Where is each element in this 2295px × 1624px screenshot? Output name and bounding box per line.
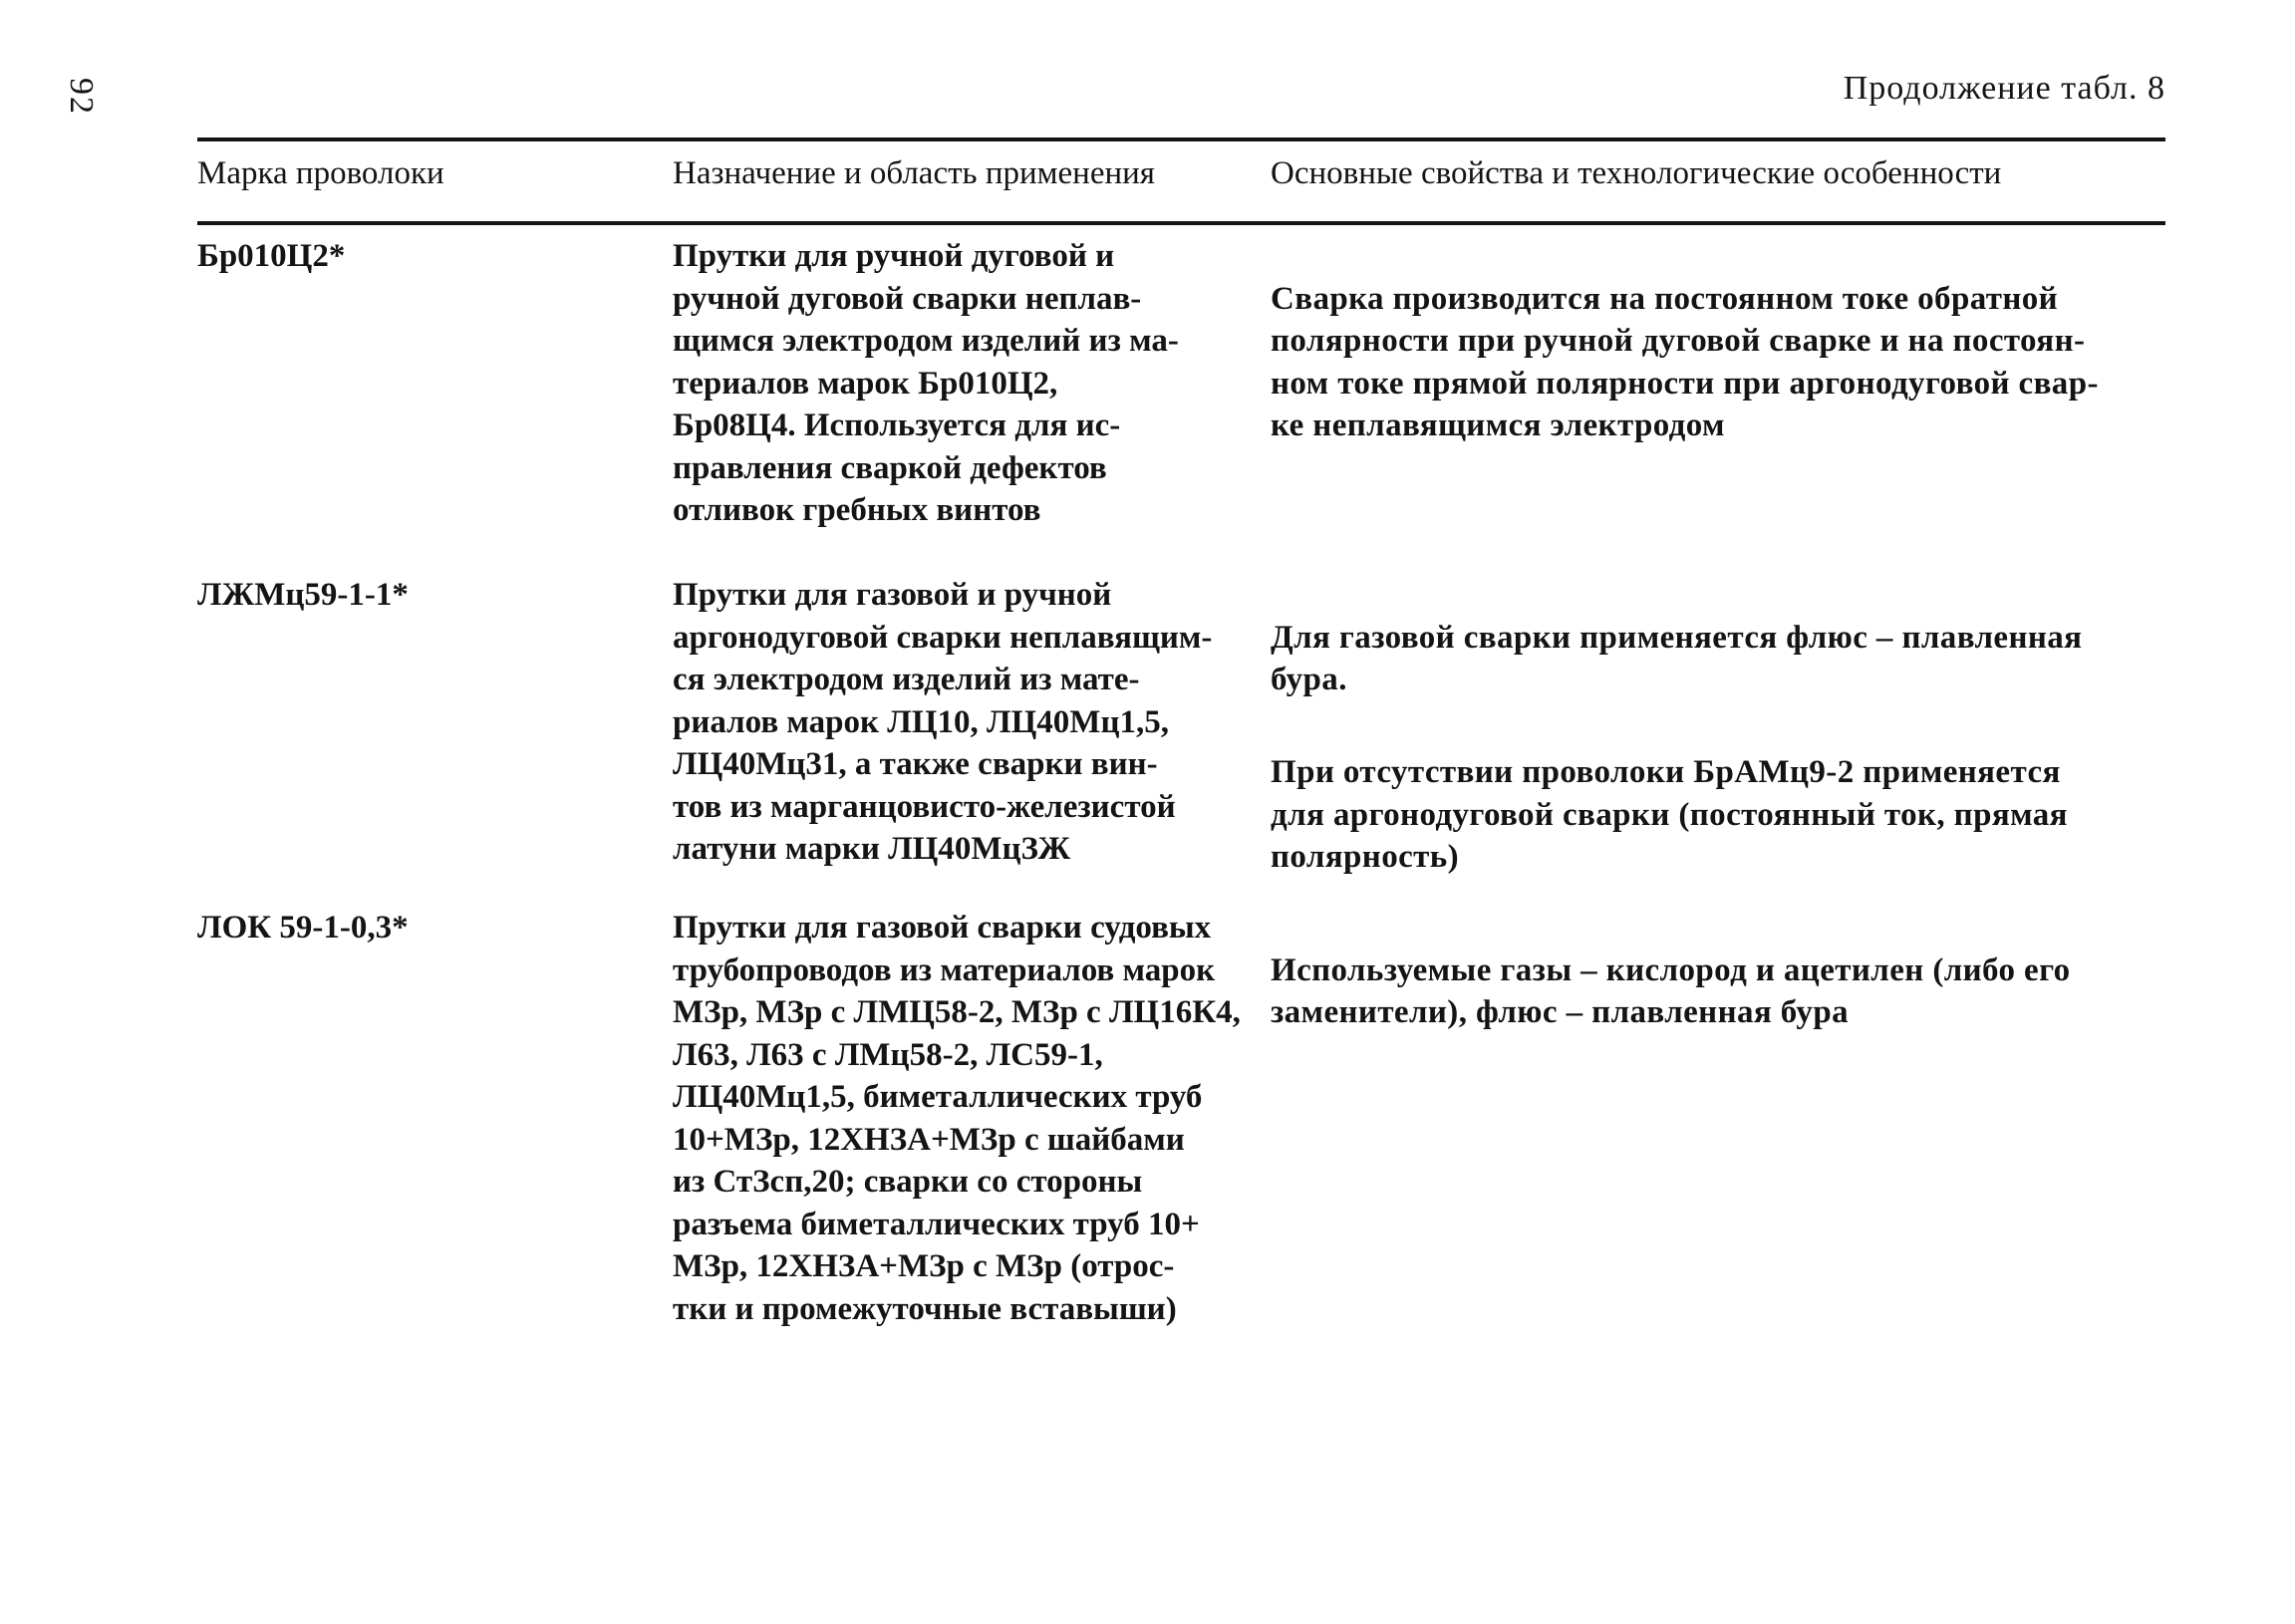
properties-cell bbox=[1271, 574, 2165, 921]
table-top-rule bbox=[197, 137, 2165, 141]
page-number: 92 bbox=[63, 78, 100, 116]
purpose-cell: Прутки для ручной дуговой и ручной дуговой сварки неплав- щимся электродом изделий из ма- териалов марок Бр010Ц2, Бр08Ц4. Используется для ис- правления сваркой дефектов отливок гребных винтов bbox=[673, 238, 1179, 528]
column-header-mark: Марка проволоки bbox=[197, 155, 444, 191]
properties-cell bbox=[1271, 907, 2165, 1076]
wire-mark-cell: ЛОК 59-1-0,3* bbox=[197, 910, 409, 946]
wire-mark-cell: ЛЖМц59-1-1* bbox=[197, 577, 409, 613]
purpose-cell: Прутки для газовой сварки судовых трубопроводов из материалов марок МЗр, МЗр с ЛМЦ58-2, МЗр с ЛЦ16К4, Л63, Л63 с ЛМц58-2, ЛС59-1, ЛЦ40Мц1,5, биметаллических труб 10+МЗр, 12ХНЗА+МЗр с шайбами из СтЗсп,20; сварки со стороны разъема биметаллических труб 10+ МЗр, 12ХНЗА+МЗр с МЗр (отрос- тки и промежуточные вставыши) bbox=[673, 910, 1241, 1327]
table-header-rule bbox=[197, 221, 2165, 225]
properties-paragraph: Используемые газы – кислород и ацетилен (либо его заменители), флюс – плавленная бура bbox=[1271, 951, 2071, 1030]
properties-cell bbox=[1271, 235, 2165, 489]
wire-mark-cell: Бр010Ц2* bbox=[197, 238, 346, 274]
properties-paragraph: Для газовой сварки применяется флюс – плавленная бура. bbox=[1271, 619, 2083, 697]
purpose-cell: Прутки для газовой и ручной аргонодуговой сварки неплавящим- ся электродом изделий из мате- риалов марок ЛЦ10, ЛЦ40Мц1,5, ЛЦ40Мц31, а также сварки вин- тов из марганцовисто-железистой латуни марки ЛЦ40МцЗЖ bbox=[673, 577, 1213, 867]
column-header-purpose: Назначение и область применения bbox=[673, 155, 1155, 191]
properties-paragraph: При отсутствии проволоки БрАМц9-2 применяется для аргонодуговой сварки (постоянный ток, прямая полярность) bbox=[1271, 754, 2068, 875]
properties-paragraph: Сварка производится на постоянном токе обратной полярности при ручной дуговой сварке и на постоян- ном токе прямой полярности при аргонодуговой свар- ке неплавящимся электродом bbox=[1271, 280, 2099, 443]
table-continuation-label: Продолжение табл. 8 bbox=[1843, 70, 2165, 107]
column-header-properties: Основные свойства и технологические особенности bbox=[1271, 155, 2002, 191]
